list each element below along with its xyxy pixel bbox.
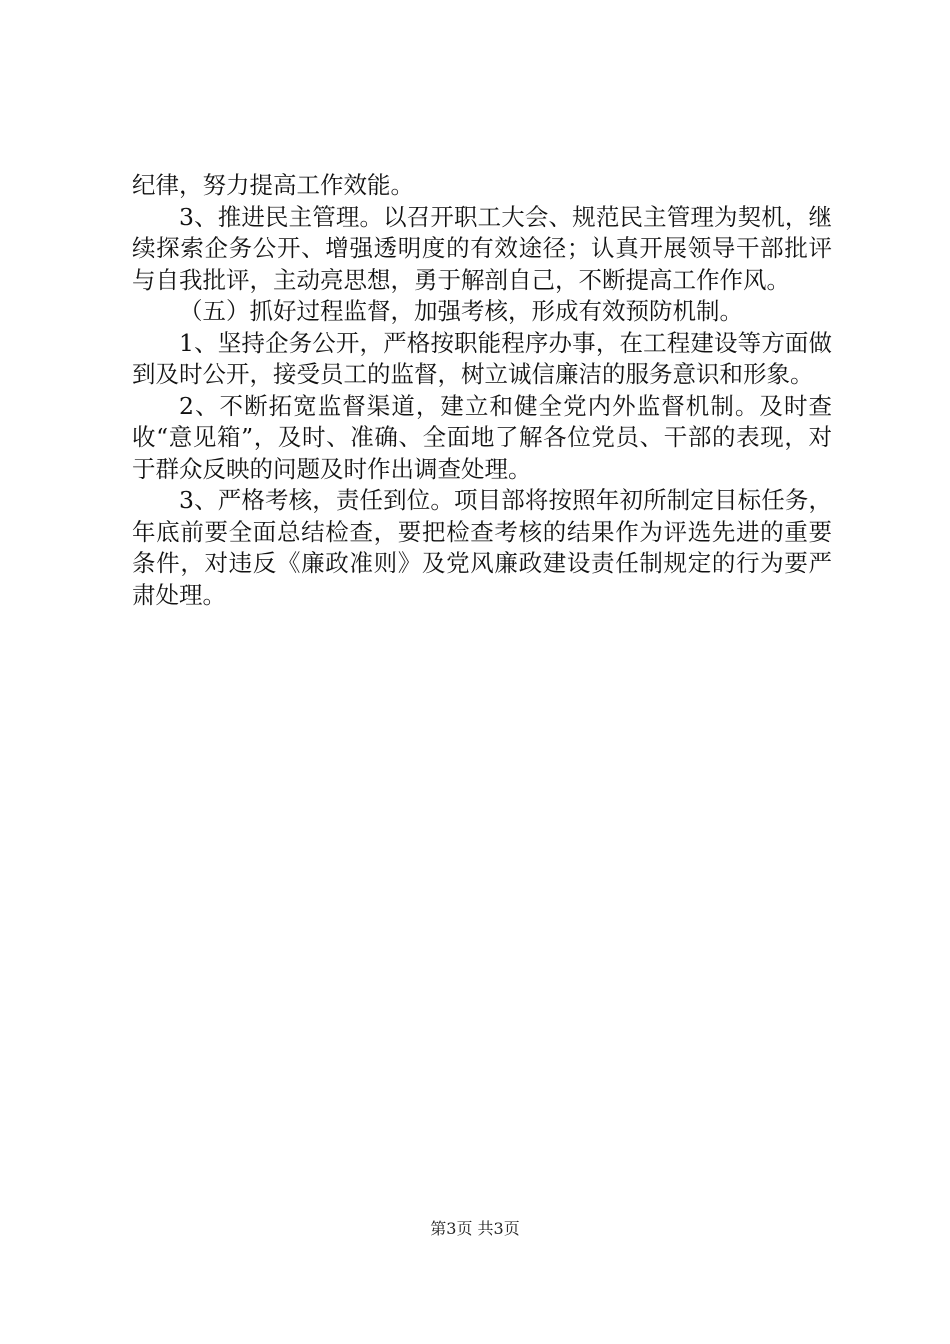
paragraph-6: 3、严格考核，责任到位。项目部将按照年初所制定目标任务，年底前要全面总结检查，要把检查考核的结果作为评选先进的重要条件，对违反《廉政准则》及党风廉政建设责任制规定的行为要严肃处理。: [132, 486, 832, 609]
page-number-label: 第3页 共3页: [430, 1219, 520, 1238]
paragraph-4: 1、坚持企务公开，严格按职能程序办事，在工程建设等方面做到及时公开，接受员工的监督，树立诚信廉洁的服务意识和形象。: [132, 328, 832, 388]
paragraph-5: 2、不断拓宽监督渠道，建立和健全党内外监督机制。及时查收“意见箱”，及时、准确、全面地了解各位党员、干部的表现，对于群众反映的问题及时作出调查处理。: [132, 391, 832, 483]
paragraph-2: 3、推进民主管理。以召开职工大会、规范民主管理为契机，继续探索企务公开、增强透明度的有效途径；认真开展领导干部批评与自我批评，主动亮思想，勇于解剖自己，不断提高工作作风。: [132, 202, 832, 294]
paragraph-1: 纪律，努力提高工作效能。: [132, 171, 414, 199]
document-body: [132, 170, 832, 611]
page-footer: [0, 1216, 950, 1239]
paragraph-3: （五）抓好过程监督，加强考核，形成有效预防机制。: [179, 297, 743, 325]
